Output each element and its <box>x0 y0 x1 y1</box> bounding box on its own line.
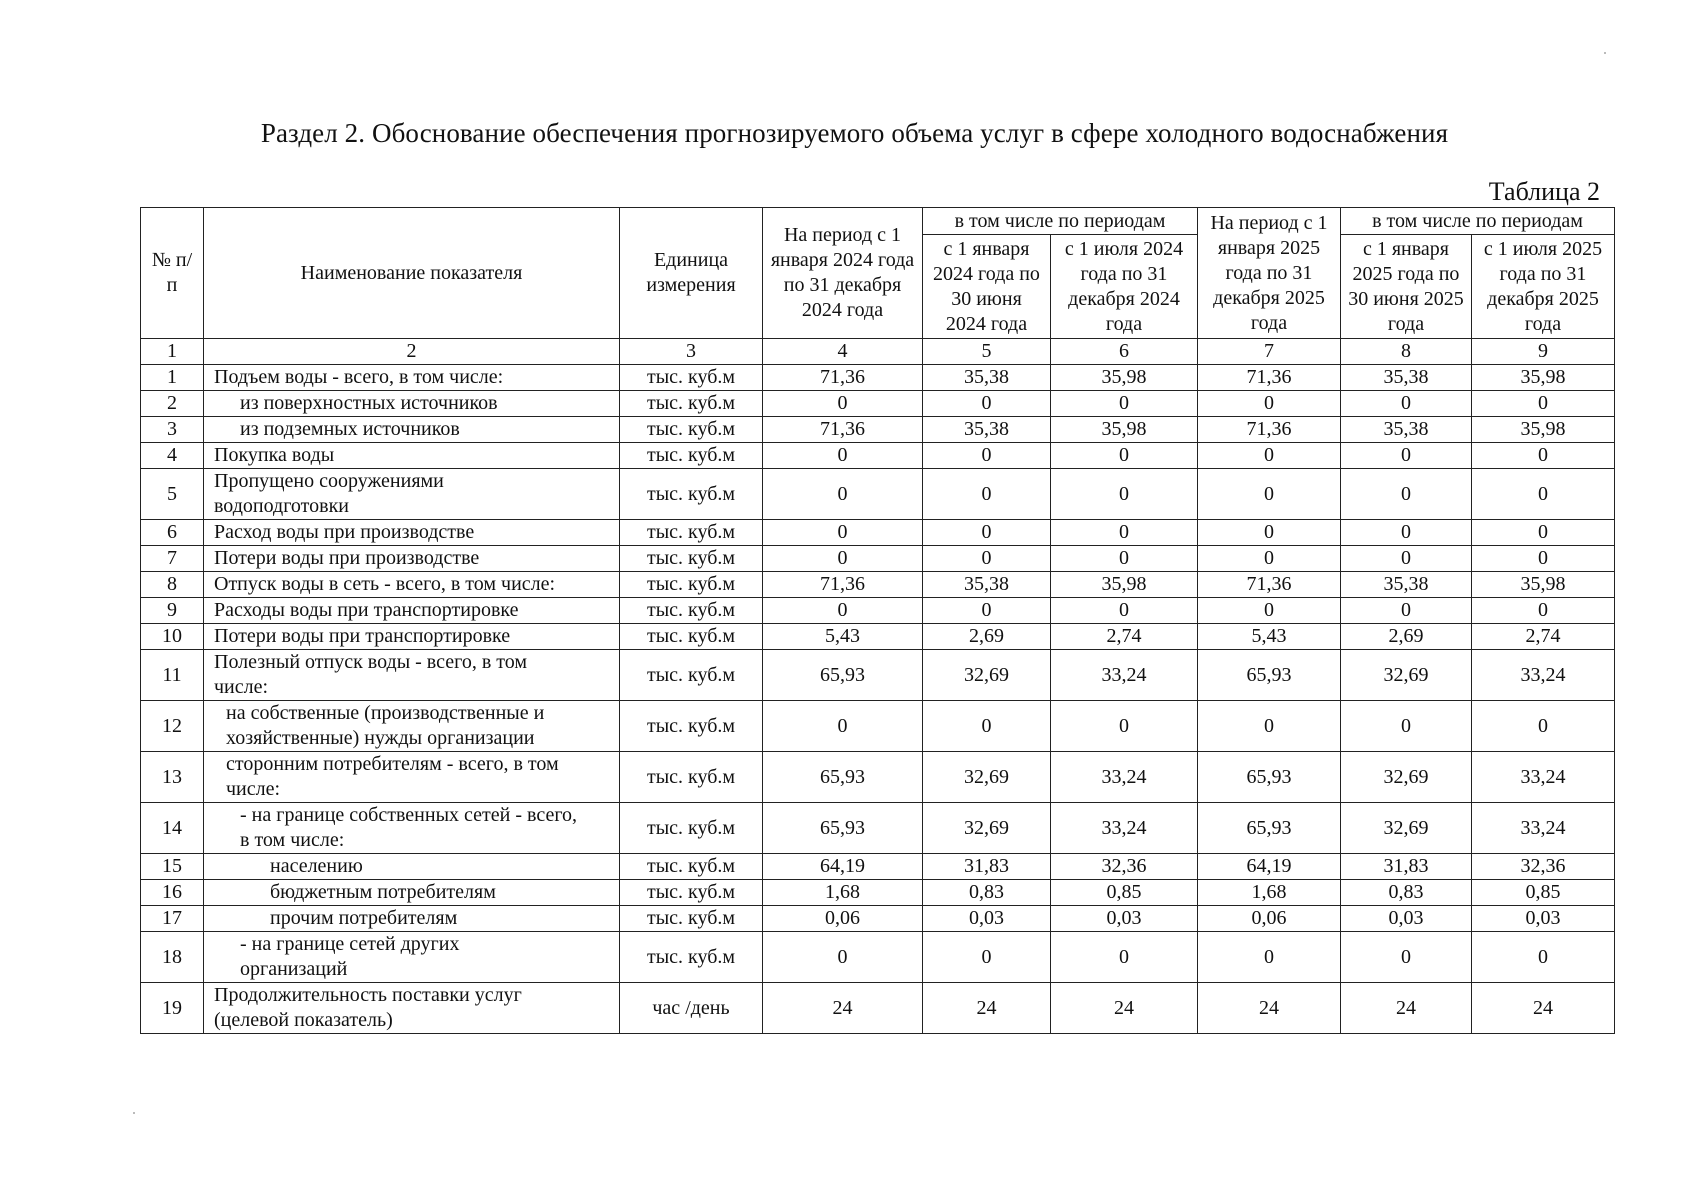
row-unit: тыс. куб.м <box>620 752 763 803</box>
row-unit: тыс. куб.м <box>620 880 763 906</box>
row-value: 32,69 <box>923 650 1051 701</box>
row-value: 2,69 <box>1341 624 1472 650</box>
row-value: 33,24 <box>1472 752 1615 803</box>
row-value: 0 <box>1472 546 1615 572</box>
row-value: 0 <box>1051 520 1198 546</box>
row-value: 35,38 <box>923 417 1051 443</box>
row-num: 19 <box>141 983 204 1034</box>
row-value: 35,38 <box>923 572 1051 598</box>
col-number: 8 <box>1341 339 1472 365</box>
row-value: 0 <box>1051 598 1198 624</box>
row-num: 4 <box>141 443 204 469</box>
table-row <box>141 572 1615 598</box>
row-value: 0 <box>923 932 1051 983</box>
row-name: из подземных источников <box>204 417 620 443</box>
col-number: 5 <box>923 339 1051 365</box>
row-value: 2,74 <box>1051 624 1198 650</box>
row-num: 15 <box>141 854 204 880</box>
row-name: Расходы воды при транспортировке <box>204 598 620 624</box>
row-value: 0 <box>1341 520 1472 546</box>
table-row <box>141 701 1615 752</box>
row-value: 71,36 <box>763 365 923 391</box>
col-number: 3 <box>620 339 763 365</box>
row-num: 16 <box>141 880 204 906</box>
row-value: 0 <box>763 932 923 983</box>
row-value: 0,85 <box>1051 880 1198 906</box>
row-value: 0 <box>1198 469 1341 520</box>
row-num: 17 <box>141 906 204 932</box>
row-value: 0 <box>1341 598 1472 624</box>
row-value: 0 <box>1198 546 1341 572</box>
header-including-2025: в том числе по периодам <box>1341 208 1615 235</box>
table-row <box>141 598 1615 624</box>
row-unit: тыс. куб.м <box>620 469 763 520</box>
row-value: 65,93 <box>1198 650 1341 701</box>
row-value: 0 <box>1472 443 1615 469</box>
row-value: 0 <box>923 391 1051 417</box>
row-value: 35,38 <box>1341 365 1472 391</box>
row-value: 0 <box>1341 546 1472 572</box>
row-value: 35,98 <box>1051 365 1198 391</box>
row-value: 35,98 <box>1472 572 1615 598</box>
row-unit: тыс. куб.м <box>620 443 763 469</box>
scan-speck <box>1604 52 1606 54</box>
row-num: 5 <box>141 469 204 520</box>
row-value: 24 <box>1051 983 1198 1034</box>
row-value: 5,43 <box>763 624 923 650</box>
col-number: 4 <box>763 339 923 365</box>
row-name: Полезный отпуск воды - всего, в том числе: <box>204 650 620 701</box>
row-name: бюджетным потребителям <box>204 880 620 906</box>
row-value: 0 <box>923 546 1051 572</box>
table-label: Таблица 2 <box>1488 177 1600 206</box>
row-name: - на границе собственных сетей - всего, в том числе: <box>204 803 620 854</box>
row-value: 0 <box>923 443 1051 469</box>
row-name: населению <box>204 854 620 880</box>
row-value: 32,69 <box>1341 752 1472 803</box>
row-value: 0 <box>1472 932 1615 983</box>
row-value: 0 <box>763 469 923 520</box>
table-row <box>141 752 1615 803</box>
row-unit: тыс. куб.м <box>620 572 763 598</box>
row-value: 2,69 <box>923 624 1051 650</box>
row-value: 0 <box>763 598 923 624</box>
row-num: 14 <box>141 803 204 854</box>
row-value: 33,24 <box>1472 803 1615 854</box>
row-value: 33,24 <box>1051 650 1198 701</box>
row-unit: тыс. куб.м <box>620 624 763 650</box>
column-number-row <box>141 339 1615 365</box>
table-row <box>141 650 1615 701</box>
row-value: 32,36 <box>1051 854 1198 880</box>
row-value: 0 <box>1472 469 1615 520</box>
row-num: 11 <box>141 650 204 701</box>
row-value: 71,36 <box>1198 417 1341 443</box>
row-value: 65,93 <box>763 752 923 803</box>
header-unit: Единица измерения <box>620 208 763 339</box>
table-row <box>141 443 1615 469</box>
water-supply-table <box>140 207 1615 1034</box>
table-row <box>141 880 1615 906</box>
row-value: 0 <box>1341 469 1472 520</box>
row-unit: тыс. куб.м <box>620 546 763 572</box>
row-value: 64,19 <box>1198 854 1341 880</box>
row-value: 0 <box>1051 701 1198 752</box>
col-number: 9 <box>1472 339 1615 365</box>
row-value: 0,03 <box>1341 906 1472 932</box>
row-value: 31,83 <box>1341 854 1472 880</box>
header-period-2024-h2: с 1 июля 2024 года по 31 декабря 2024 года <box>1051 235 1198 339</box>
row-name: на собственные (производственные и хозяйственные) нужды организации <box>204 701 620 752</box>
row-value: 0 <box>1051 469 1198 520</box>
table-row <box>141 854 1615 880</box>
row-name: Покупка воды <box>204 443 620 469</box>
row-value: 24 <box>1341 983 1472 1034</box>
row-value: 35,38 <box>923 365 1051 391</box>
row-value: 24 <box>1472 983 1615 1034</box>
row-value: 0 <box>923 598 1051 624</box>
row-name: из поверхностных источников <box>204 391 620 417</box>
header-name: Наименование показателя <box>204 208 620 339</box>
row-unit: тыс. куб.м <box>620 365 763 391</box>
row-value: 32,69 <box>1341 650 1472 701</box>
row-num: 18 <box>141 932 204 983</box>
row-value: 5,43 <box>1198 624 1341 650</box>
row-value: 24 <box>1198 983 1341 1034</box>
row-name: Потери воды при транспортировке <box>204 624 620 650</box>
row-value: 35,38 <box>1341 572 1472 598</box>
row-value: 0 <box>1051 546 1198 572</box>
row-value: 0 <box>1051 391 1198 417</box>
col-number: 6 <box>1051 339 1198 365</box>
col-number: 1 <box>141 339 204 365</box>
row-name: Пропущено сооружениями водоподготовки <box>204 469 620 520</box>
row-value: 33,24 <box>1472 650 1615 701</box>
row-value: 35,38 <box>1341 417 1472 443</box>
row-name: - на границе сетей других организаций <box>204 932 620 983</box>
table-row <box>141 932 1615 983</box>
table-row <box>141 624 1615 650</box>
row-value: 0,85 <box>1472 880 1615 906</box>
scan-speck <box>133 1112 135 1114</box>
header-period-2024: На период с 1 января 2024 года по 31 декабря 2024 года <box>763 208 923 339</box>
row-value: 0,03 <box>1051 906 1198 932</box>
row-value: 71,36 <box>1198 365 1341 391</box>
row-value: 0 <box>923 701 1051 752</box>
row-value: 0 <box>1472 701 1615 752</box>
row-value: 0 <box>763 701 923 752</box>
col-number: 7 <box>1198 339 1341 365</box>
header-row-top <box>141 208 1615 235</box>
row-value: 0 <box>1341 932 1472 983</box>
row-unit: тыс. куб.м <box>620 391 763 417</box>
row-value: 0 <box>763 546 923 572</box>
row-value: 2,74 <box>1472 624 1615 650</box>
row-value: 0,03 <box>923 906 1051 932</box>
row-value: 0,06 <box>763 906 923 932</box>
row-value: 0 <box>1198 391 1341 417</box>
row-unit: тыс. куб.м <box>620 701 763 752</box>
row-value: 0 <box>1472 520 1615 546</box>
row-value: 24 <box>923 983 1051 1034</box>
row-value: 65,93 <box>1198 752 1341 803</box>
row-name: сторонним потребителям - всего, в том числе: <box>204 752 620 803</box>
table-row <box>141 983 1615 1034</box>
row-name: Отпуск воды в сеть - всего, в том числе: <box>204 572 620 598</box>
row-value: 0 <box>1341 443 1472 469</box>
row-value: 0,06 <box>1198 906 1341 932</box>
row-unit: тыс. куб.м <box>620 932 763 983</box>
row-value: 71,36 <box>763 572 923 598</box>
header-period-2025-h1: с 1 января 2025 года по 30 июня 2025 года <box>1341 235 1472 339</box>
row-value: 0 <box>1198 443 1341 469</box>
row-value: 35,98 <box>1051 417 1198 443</box>
row-unit: тыс. куб.м <box>620 803 763 854</box>
row-value: 35,98 <box>1472 417 1615 443</box>
row-value: 0 <box>1341 391 1472 417</box>
header-including-2024: в том числе по периодам <box>923 208 1198 235</box>
row-value: 1,68 <box>1198 880 1341 906</box>
row-name: прочим потребителям <box>204 906 620 932</box>
row-value: 24 <box>763 983 923 1034</box>
table-row <box>141 546 1615 572</box>
row-value: 65,93 <box>763 650 923 701</box>
row-value: 0 <box>1051 932 1198 983</box>
header-period-2025-h2: с 1 июля 2025 года по 31 декабря 2025 года <box>1472 235 1615 339</box>
row-unit: тыс. куб.м <box>620 598 763 624</box>
row-value: 32,69 <box>1341 803 1472 854</box>
table-row <box>141 520 1615 546</box>
row-name: Расход воды при производстве <box>204 520 620 546</box>
row-value: 0 <box>1051 443 1198 469</box>
row-num: 10 <box>141 624 204 650</box>
row-num: 2 <box>141 391 204 417</box>
col-number: 2 <box>204 339 620 365</box>
row-value: 71,36 <box>1198 572 1341 598</box>
row-num: 13 <box>141 752 204 803</box>
row-value: 0,83 <box>1341 880 1472 906</box>
row-value: 32,69 <box>923 803 1051 854</box>
row-value: 0 <box>923 469 1051 520</box>
table-row <box>141 365 1615 391</box>
table-row <box>141 469 1615 520</box>
row-value: 33,24 <box>1051 752 1198 803</box>
row-value: 0 <box>1341 701 1472 752</box>
row-value: 0 <box>1198 932 1341 983</box>
table-row <box>141 391 1615 417</box>
row-name: Продолжительность поставки услуг (целевой показатель) <box>204 983 620 1034</box>
row-value: 0 <box>1198 701 1341 752</box>
row-value: 0 <box>1198 520 1341 546</box>
table-row <box>141 803 1615 854</box>
row-value: 0 <box>763 391 923 417</box>
row-value: 32,36 <box>1472 854 1615 880</box>
row-value: 0 <box>763 443 923 469</box>
row-unit: тыс. куб.м <box>620 417 763 443</box>
row-value: 65,93 <box>1198 803 1341 854</box>
header-period-2025: На период с 1 января 2025 года по 31 декабря 2025 года <box>1198 208 1341 339</box>
header-period-2024-h1: с 1 января 2024 года по 30 июня 2024 года <box>923 235 1051 339</box>
header-num: № п/п <box>141 208 204 339</box>
row-unit: тыс. куб.м <box>620 520 763 546</box>
row-unit: тыс. куб.м <box>620 906 763 932</box>
row-value: 71,36 <box>763 417 923 443</box>
row-name: Подъем воды - всего, в том числе: <box>204 365 620 391</box>
row-value: 0,83 <box>923 880 1051 906</box>
row-value: 0 <box>1472 391 1615 417</box>
row-value: 65,93 <box>763 803 923 854</box>
row-num: 9 <box>141 598 204 624</box>
row-value: 64,19 <box>763 854 923 880</box>
table-row <box>141 417 1615 443</box>
row-unit: тыс. куб.м <box>620 854 763 880</box>
row-value: 0 <box>1472 598 1615 624</box>
row-value: 33,24 <box>1051 803 1198 854</box>
row-unit: час /день <box>620 983 763 1034</box>
row-unit: тыс. куб.м <box>620 650 763 701</box>
row-name: Потери воды при производстве <box>204 546 620 572</box>
row-value: 32,69 <box>923 752 1051 803</box>
row-num: 1 <box>141 365 204 391</box>
row-value: 1,68 <box>763 880 923 906</box>
row-num: 8 <box>141 572 204 598</box>
row-value: 35,98 <box>1472 365 1615 391</box>
row-value: 35,98 <box>1051 572 1198 598</box>
table-row <box>141 906 1615 932</box>
row-value: 0 <box>923 520 1051 546</box>
row-value: 0 <box>1198 598 1341 624</box>
section-title: Раздел 2. Обоснование обеспечения прогнозируемого объема услуг в сфере холодного водоснабжения <box>260 118 1449 148</box>
row-num: 12 <box>141 701 204 752</box>
row-num: 7 <box>141 546 204 572</box>
row-value: 31,83 <box>923 854 1051 880</box>
row-value: 0 <box>763 520 923 546</box>
row-num: 6 <box>141 520 204 546</box>
row-value: 0,03 <box>1472 906 1615 932</box>
row-num: 3 <box>141 417 204 443</box>
